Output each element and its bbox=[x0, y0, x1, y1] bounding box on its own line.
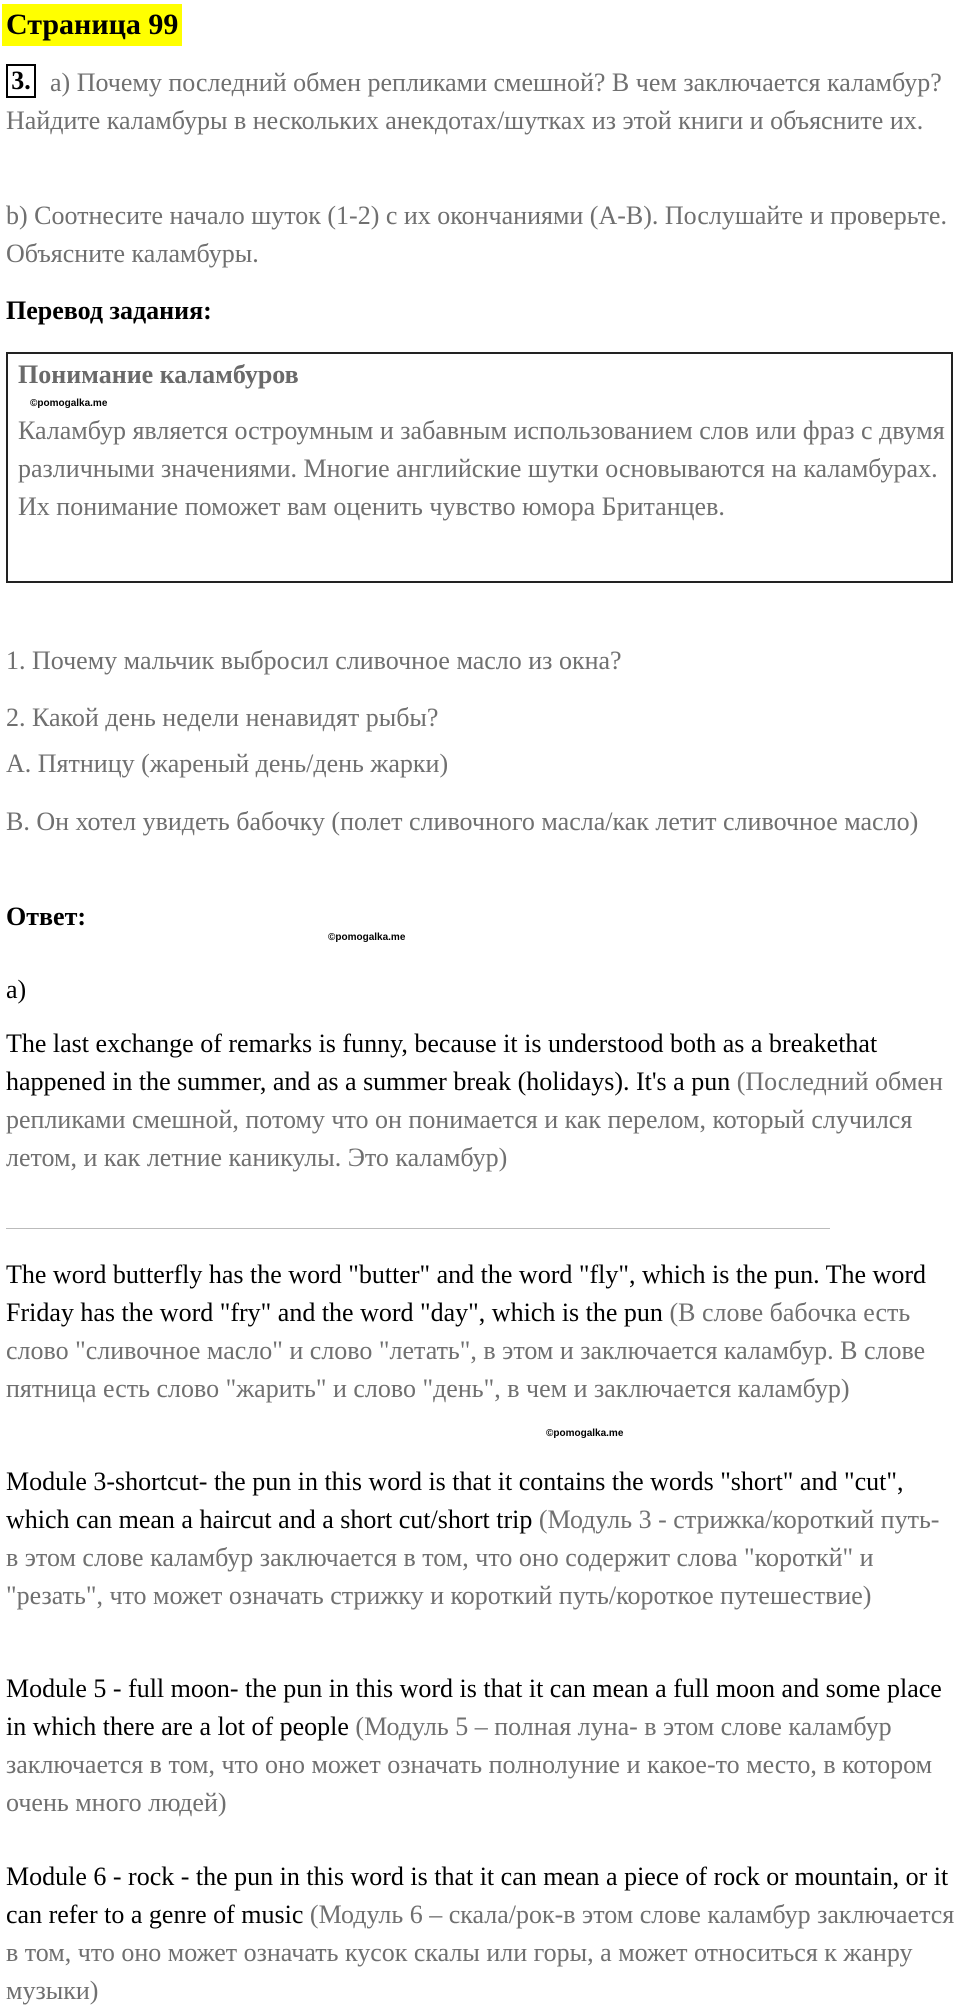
answer-option-a: A. Пятницу (жареный день/день жарки) bbox=[6, 749, 449, 778]
answer-2-russian: (В слове бабочка есть слово "сливочное масло" и слово "летать", в этом и заключается каламбур. В слове пятница есть слово "жарить" и слово "день", в чем и заключается каламбур) bbox=[6, 1298, 926, 1403]
task-part-b: b) Соотнесите начало шуток (1-2) с их окончаниями (A-B). Послушайте и проверьте. Объясните каламбуры. bbox=[6, 201, 947, 268]
answer-a-label: a) bbox=[6, 975, 27, 1004]
answer-option-b: B. Он хотел увидеть бабочку (полет сливочного масла/как летит сливочное масло) bbox=[6, 807, 919, 836]
answer-1-english: The last exchange of remarks is funny, because it is understood both as a breakethat happened in the summer, and as a summer break (holidays). It's a pun bbox=[6, 1029, 878, 1096]
answer-paragraph-5 bbox=[6, 1858, 956, 2010]
answer-2-english: The word butterfly has the word "butter" and the word "fly", which is the pun. The word Friday has the word "fry" and the word "day", which is the pun bbox=[6, 1260, 926, 1327]
translation-heading: Перевод задания: bbox=[6, 296, 212, 325]
answer-5-russian: (Модуль 6 – скала/рок-в этом слове каламбур заключается в том, что оно может означать кусок скалы или горы, а может относиться к жанру музыки) bbox=[6, 1900, 955, 2005]
task-part-a bbox=[6, 64, 956, 140]
answer-3-russian: (Модуль 3 - стрижка/короткий путь- в этом слове каламбур заключается в том, что оно содержит слова "короткй" и "резать", что может означать стрижку и короткий путь/короткое путешествие) bbox=[6, 1505, 940, 1610]
info-box-title: Понимание каламбуров bbox=[18, 360, 299, 389]
divider bbox=[6, 1228, 830, 1229]
answer-paragraph-3 bbox=[6, 1463, 956, 1615]
answer-paragraph-4 bbox=[6, 1670, 956, 1822]
watermark: ©pomogalka.me bbox=[328, 932, 406, 943]
answer-heading: Ответ: bbox=[6, 902, 87, 931]
watermark: ©pomogalka.me bbox=[30, 398, 108, 409]
answer-5-english: Module 6 - rock - the pun in this word is that it can mean a piece of rock or mountain, or it can refer to a genre of music bbox=[6, 1862, 949, 1929]
answer-paragraph-2 bbox=[6, 1256, 956, 1408]
answer-paragraph-1 bbox=[6, 1025, 956, 1177]
answer-4-russian: (Модуль 5 – полная луна- в этом слове каламбур заключается в том, что оно может означать полнолуние и какое-то место, в котором очень много людей) bbox=[6, 1712, 933, 1817]
info-box-text: Каламбур является остроумным и забавным использованием слов или фраз с двумя различными значениями. Многие английские шутки основываются на каламбурах. Их понимание поможет вам оценить чувство юмора Британцев. bbox=[18, 416, 945, 521]
answer-4-english: Module 5 - full moon- the pun in this word is that it can mean a full moon and some place in which there are a lot of people bbox=[6, 1674, 942, 1741]
info-box bbox=[6, 352, 953, 583]
task-number: 3. bbox=[6, 64, 36, 98]
answer-1-russian: (Последний обмен репликами смешной, потому что он понимается и как перелом, который случился летом, и как летние каникулы. Это каламбур) bbox=[6, 1067, 943, 1172]
question-2: 2. Какой день недели ненавидят рыбы? bbox=[6, 703, 439, 732]
answer-3-english: Module 3-shortcut- the pun in this word is that it contains the words "short" and "cut", which can mean a haircut and a short cut/short trip bbox=[6, 1467, 904, 1534]
page-title: Страница 99 bbox=[2, 4, 182, 46]
watermark: ©pomogalka.me bbox=[546, 1428, 624, 1439]
task-part-a-text: a) Почему последний обмен репликами смешной? В чем заключается каламбур? Найдите каламбуры в нескольких анекдотах/шутках из этой книги и объясните их. bbox=[6, 68, 942, 135]
question-1: 1. Почему мальчик выбросил сливочное масло из окна? bbox=[6, 646, 622, 675]
